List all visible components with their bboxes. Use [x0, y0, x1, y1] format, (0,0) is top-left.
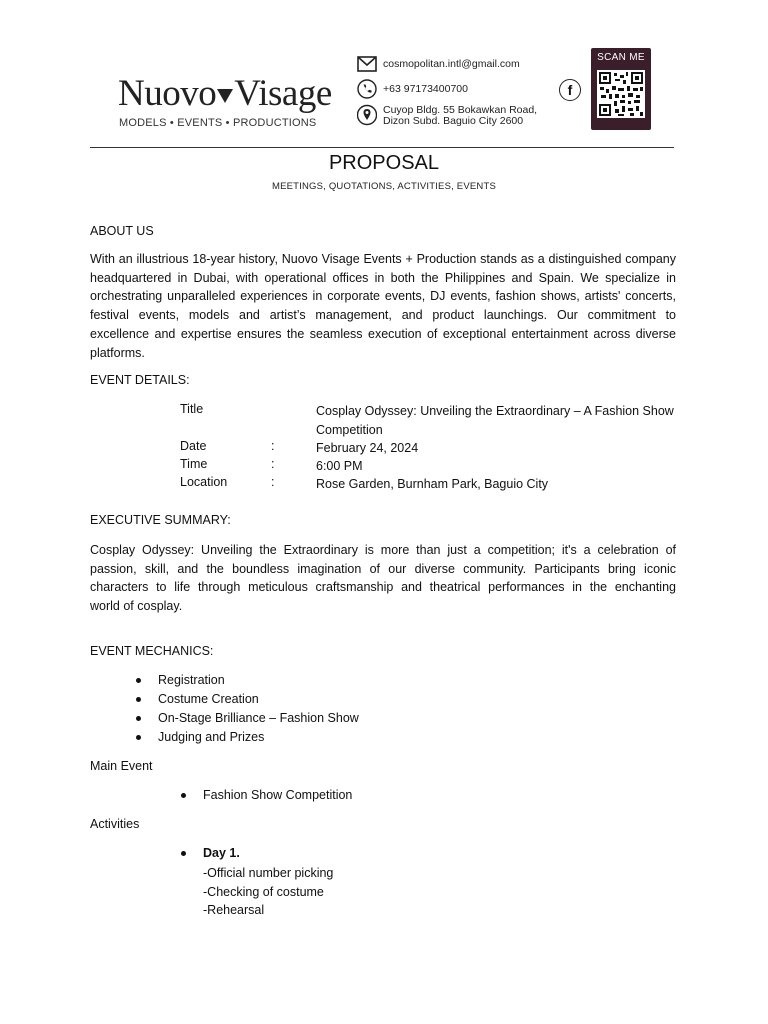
bullet-icon	[136, 716, 141, 721]
page-subtitle: MEETINGS, QUOTATIONS, ACTIVITIES, EVENTS	[271, 181, 497, 192]
qr-label: SCAN ME	[597, 52, 645, 63]
list-item	[136, 711, 359, 725]
title-label: Title	[180, 402, 204, 416]
location-colon: :	[271, 475, 275, 489]
time-label: Time	[180, 457, 208, 471]
location-value: Rose Garden, Burnham Park, Baguio City	[316, 477, 549, 491]
time-value: 6:00 PM	[316, 459, 363, 473]
summary-line: characters to life through meticulous craftsmanship and theatrical performances in the enchanting	[90, 580, 676, 595]
logo-triangle-icon	[217, 89, 233, 103]
date-colon: :	[271, 439, 275, 453]
logo-wordmark	[118, 74, 332, 114]
list-item	[136, 730, 264, 744]
date-label: Date	[180, 439, 207, 453]
bullet-icon	[181, 793, 186, 798]
time-colon: :	[271, 457, 275, 471]
mechanics-item-label: Registration	[158, 673, 225, 687]
about-line: platforms.	[90, 345, 145, 360]
location-label: Location	[180, 475, 228, 489]
about-line: orchestrating unparalleled experiences in corporate events, DJ events, fashion shows, artists' concerts,	[90, 289, 676, 304]
bullet-icon	[136, 697, 141, 702]
address-line-2: Dizon Subd. Baguio City 2600	[383, 115, 524, 127]
day-item: -Official number picking	[203, 866, 334, 880]
header-divider	[90, 147, 674, 148]
activities-heading: Activities	[90, 817, 140, 831]
list-item	[181, 846, 240, 860]
title-value-line-2: Competition	[316, 422, 383, 437]
bullet-icon	[136, 735, 141, 740]
day-item: -Rehearsal	[203, 903, 265, 917]
event-details-heading: EVENT DETAILS:	[90, 373, 190, 387]
bullet-icon	[136, 678, 141, 683]
facebook-icon[interactable]: f	[559, 79, 581, 101]
executive-summary-paragraph	[90, 541, 676, 616]
logo-word-visage: Visage	[234, 73, 332, 114]
contact-email	[357, 54, 520, 74]
page-title: PROPOSAL	[328, 152, 440, 174]
mechanics-item-label: On-Stage Brilliance – Fashion Show	[158, 711, 359, 725]
logo-tagline: MODELS • EVENTS • PRODUCTIONS	[119, 117, 317, 129]
email-text: cosmopolitan.intl@gmail.com	[383, 58, 520, 70]
about-line: headquartered in Dubai, with operational offices in both the Philippines and Spain. We specialize in	[90, 270, 676, 285]
about-paragraph	[90, 250, 676, 362]
about-heading: ABOUT US	[90, 224, 154, 238]
qr-code-icon	[597, 70, 645, 118]
about-line: With an illustrious 18-year history, Nuovo Visage Events + Production stands as a distinguished company	[90, 252, 676, 266]
list-item	[181, 788, 352, 802]
summary-line: world of cosplay.	[90, 599, 183, 614]
bullet-icon	[181, 851, 186, 856]
about-line: festival events, models and artist’s management, and product launchings. Our commitment to	[90, 308, 676, 323]
list-item	[136, 692, 259, 706]
address-line-1: Cuyop Bldg. 55 Bokawkan Road,	[383, 104, 538, 116]
day-item: -Checking of costume	[203, 884, 324, 899]
mechanics-item-label: Costume Creation	[158, 692, 259, 706]
contact-phone	[357, 79, 468, 99]
envelope-icon	[357, 54, 377, 74]
summary-line: Cosplay Odyssey: Unveiling the Extraordinary is more than just a competition; it's a celebration of	[90, 543, 676, 557]
qr-code-panel[interactable]	[591, 48, 651, 130]
logo-word-nuovo: Nuovo	[118, 73, 217, 114]
title-value	[316, 402, 686, 439]
phone-icon	[357, 79, 377, 99]
list-item	[136, 673, 225, 687]
main-event-item-label: Fashion Show Competition	[203, 788, 353, 802]
day-label: Day 1.	[203, 846, 240, 860]
summary-line: passion, skill, and the boundless imagination of our diverse community. Participants bring iconic	[90, 561, 676, 576]
executive-summary-heading: EXECUTIVE SUMMARY:	[90, 513, 231, 527]
date-value: February 24, 2024	[316, 441, 419, 455]
about-line: excellence and expertise ensures the seamless execution of exceptional entertainment across diverse	[90, 326, 676, 341]
title-value-line-1: Cosplay Odyssey: Unveiling the Extraordinary – A Fashion Show	[316, 404, 674, 418]
location-pin-icon	[357, 105, 377, 125]
day-items	[203, 864, 333, 920]
event-mechanics-heading: EVENT MECHANICS:	[90, 644, 214, 658]
mechanics-item-label: Judging and Prizes	[158, 730, 265, 744]
address-text	[383, 105, 537, 127]
main-event-heading: Main Event	[90, 759, 153, 773]
contact-address	[357, 105, 537, 127]
phone-text: +63 97173400700	[383, 83, 468, 95]
